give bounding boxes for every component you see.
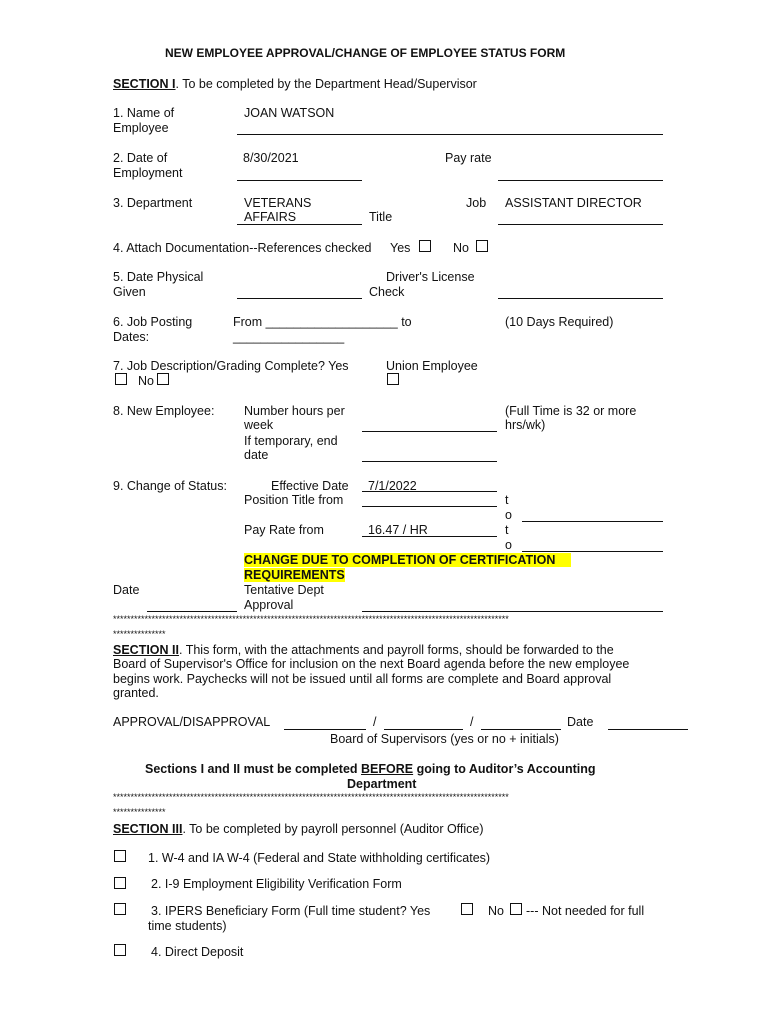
attach-doc-label: 4. Attach Documentation--References checked: [113, 241, 372, 255]
fulltime-note-2: hrs/wk): [505, 418, 546, 432]
student-no-checkbox[interactable]: [510, 903, 522, 915]
payrate-to-line[interactable]: [522, 551, 663, 552]
union-label: Union Employee: [386, 359, 478, 373]
job-label: Job: [466, 196, 487, 210]
board-caption: Board of Supervisors (yes or no + initials): [330, 732, 559, 746]
union-checkbox[interactable]: [387, 373, 399, 385]
section-2-heading: SECTION II: [113, 643, 179, 657]
title-label: Title: [369, 210, 393, 224]
w4-label: 1. W-4 and IA W-4 (Federal and State withholding certificates): [148, 851, 491, 865]
form-title: NEW EMPLOYEE APPROVAL/CHANGE OF EMPLOYEE STATUS FORM: [165, 46, 566, 60]
direct-deposit-label: 4. Direct Deposit: [151, 945, 244, 959]
change-due-line-1: [244, 553, 571, 568]
posting-from-field[interactable]: From ___________________ to: [233, 315, 412, 329]
hours-line[interactable]: [362, 431, 497, 432]
hours-label-1: Number hours per: [244, 404, 345, 418]
section-1-desc: . To be completed by the Department Head/Supervisor: [175, 77, 477, 91]
section-1-header: [113, 77, 477, 92]
date-label-1: 2. Date of: [113, 151, 168, 165]
to-letter-4: o: [505, 538, 512, 552]
direct-deposit-checkbox[interactable]: [114, 944, 126, 956]
fulltime-note-1: (Full Time is 32 or more: [505, 404, 637, 418]
attach-no-label: No: [453, 241, 469, 255]
ipers-checkbox[interactable]: [114, 903, 126, 915]
employment-date-value[interactable]: 8/30/2021: [243, 151, 299, 165]
department-label: 3. Department: [113, 196, 193, 210]
license-label-1: Driver's License: [386, 270, 475, 284]
section-2-text-1: . This form, with the attachments and payroll forms, should be forwarded to the: [178, 643, 614, 657]
approval-slash-2: /: [470, 715, 474, 729]
i9-checkbox[interactable]: [114, 877, 126, 889]
change-due-text-1: CHANGE DUE TO COMPLETION OF CERTIFICATION: [244, 553, 571, 567]
approval-date-label: Date: [567, 715, 594, 729]
jobdesc-no-label: No: [138, 374, 154, 388]
approval-slash-1: /: [373, 715, 377, 729]
date-label-2: Employment: [113, 166, 183, 180]
effective-date-value[interactable]: 7/1/2022: [368, 479, 417, 493]
separator-stars-2b: ***************: [113, 807, 166, 817]
notice-text-b: going to Auditor’s Accounting: [413, 762, 596, 776]
separator-stars-2: *****************************************************************************************************************: [113, 792, 509, 802]
position-from-line[interactable]: [362, 506, 497, 507]
notice-before: BEFORE: [361, 762, 414, 776]
to-letter-2: o: [505, 508, 512, 522]
department-value-2[interactable]: AFFAIRS: [244, 210, 297, 224]
jobdesc-no-checkbox[interactable]: [157, 373, 169, 385]
separator-stars-1: *****************************************************************************************************************: [113, 614, 509, 624]
change-due-line-2: [244, 568, 345, 583]
new-employee-label: 8. New Employee:: [113, 404, 215, 418]
i9-label: 2. I-9 Employment Eligibility Verification Form: [151, 877, 402, 891]
ipers-note: --- Not needed for full: [526, 904, 645, 918]
section-2-text-4: granted.: [113, 686, 159, 700]
approval-label: APPROVAL/DISAPPROVAL: [113, 715, 271, 729]
payrate-from-label: Pay Rate from: [244, 523, 324, 537]
student-yes-checkbox[interactable]: [461, 903, 473, 915]
notice-text-a: Sections I and II must be completed: [145, 762, 362, 776]
hours-label-2: week: [244, 418, 274, 432]
section-3-heading: SECTION III: [113, 822, 183, 836]
attach-no-checkbox[interactable]: [476, 240, 488, 252]
employment-date-line: [237, 180, 362, 181]
temp-label-2: date: [244, 448, 269, 462]
notice-line-2: Department: [347, 777, 417, 791]
jobdesc-yes-checkbox[interactable]: [115, 373, 127, 385]
section-3-header: [113, 822, 484, 837]
change-status-label: 9. Change of Status:: [113, 479, 227, 493]
tentative-label-1: Tentative Dept: [244, 583, 324, 597]
name-label-2: Employee: [113, 121, 169, 135]
pay-rate-line[interactable]: [498, 180, 663, 181]
posting-to-field[interactable]: ________________: [233, 330, 345, 344]
job-title-value[interactable]: ASSISTANT DIRECTOR: [505, 196, 642, 210]
temp-label-1: If temporary, end: [244, 434, 338, 448]
ipers-note-2: time students): [148, 919, 227, 933]
section-3-desc: . To be completed by payroll personnel (Auditor Office): [182, 822, 484, 836]
tentative-approval-line[interactable]: [362, 611, 663, 612]
employee-name-line: [237, 134, 663, 135]
effective-date-label: Effective Date: [271, 479, 349, 493]
effective-date-line: [362, 491, 497, 492]
approval-field-2[interactable]: [384, 729, 463, 730]
department-value-1[interactable]: VETERANS: [244, 196, 312, 210]
change-due-text-2: REQUIREMENTS: [244, 568, 345, 582]
student-no-label: No: [488, 904, 504, 918]
section-2-text-2: Board of Supervisor's Office for inclusion on the next Board agenda before the new employee: [113, 657, 630, 671]
job-title-line: [498, 224, 663, 225]
to-letter-1: t: [505, 493, 509, 507]
name-label-1: 1. Name of: [113, 106, 175, 120]
jobdesc-label: 7. Job Description/Grading Complete? Yes: [113, 359, 349, 373]
payrate-from-value[interactable]: 16.47 / HR: [368, 523, 428, 537]
approval-date-field[interactable]: [608, 729, 688, 730]
license-label-2: Check: [369, 285, 405, 299]
physical-label-1: 5. Date Physical: [113, 270, 204, 284]
position-to-line[interactable]: [522, 521, 663, 522]
approval-field-1[interactable]: [284, 729, 366, 730]
section-1-date-label: Date: [113, 583, 140, 597]
employee-name-value[interactable]: JOAN WATSON: [244, 106, 335, 120]
separator-stars-1b: ***************: [113, 629, 166, 639]
to-letter-3: t: [505, 523, 509, 537]
ipers-label: 3. IPERS Beneficiary Form (Full time student? Yes: [151, 904, 431, 918]
attach-yes-checkbox[interactable]: [419, 240, 431, 252]
w4-checkbox[interactable]: [114, 850, 126, 862]
payrate-from-line: [362, 536, 497, 537]
license-check-line[interactable]: [498, 298, 663, 299]
section-2-line-1: [113, 643, 614, 658]
posting-note: (10 Days Required): [505, 315, 614, 329]
tentative-label-2: Approval: [244, 598, 294, 612]
approval-field-3[interactable]: [481, 729, 561, 730]
section-1-date-line[interactable]: [147, 611, 237, 612]
attach-yes-label: Yes: [390, 241, 411, 255]
notice-line-1: [145, 762, 596, 777]
physical-label-2: Given: [113, 285, 146, 299]
section-1-heading: SECTION I: [113, 77, 176, 91]
posting-label-1: 6. Job Posting: [113, 315, 193, 329]
section-2-text-3: begins work. Paychecks will not be issued until all forms are complete and Board approval: [113, 672, 612, 686]
position-title-label: Position Title from: [244, 493, 344, 507]
physical-date-line[interactable]: [237, 298, 362, 299]
temp-end-line[interactable]: [362, 461, 497, 462]
posting-label-2: Dates:: [113, 330, 150, 344]
department-line: [237, 224, 362, 225]
pay-rate-label: Pay rate: [445, 151, 492, 165]
